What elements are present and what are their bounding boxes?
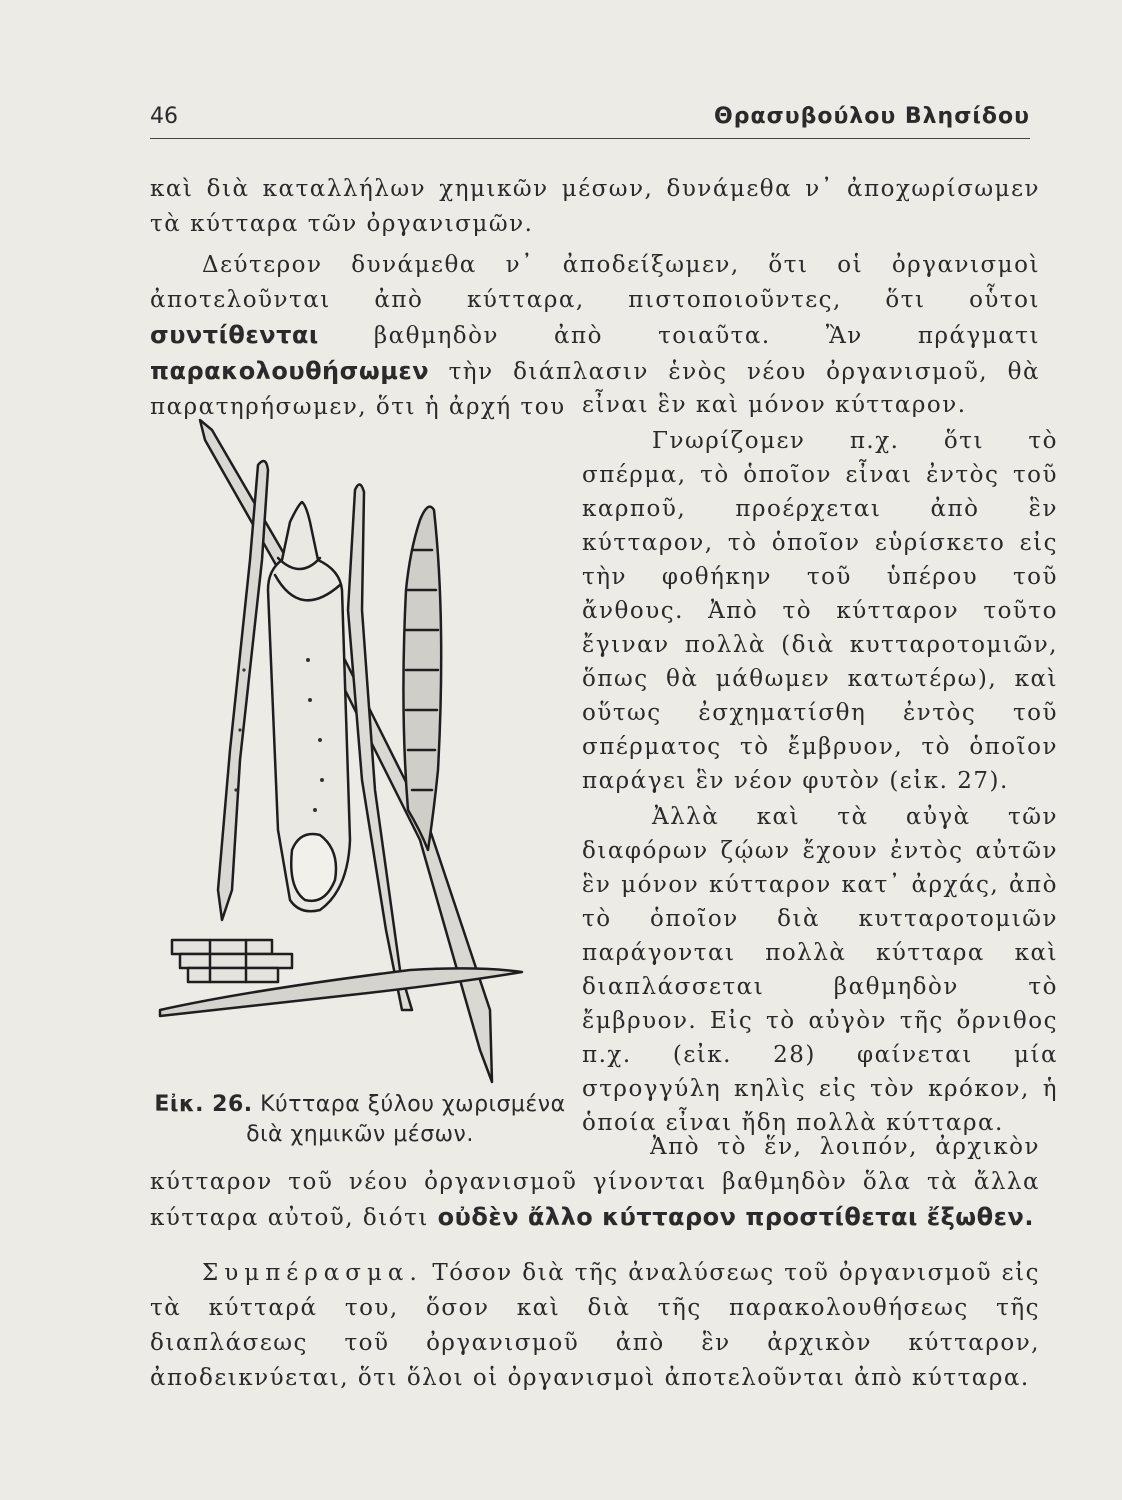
paragraph-second-end (582, 388, 1058, 422)
emphasis-no-other-cell: οὐδὲν ἄλλο κύτταρον προστίθεται ἔξωθεν. (437, 1203, 1034, 1231)
paragraph-intro-text: καὶ διὰ καταλλήλων χημικῶν μέσων, δυνάμεθα ν᾿ ἀποχωρίσωμεν τὰ κύτταρα τῶν ὀργανισμῶν. (150, 176, 1040, 237)
paragraph-second-text-d: εἶναι ἓν καὶ μόνον κύτταρον. (582, 392, 967, 418)
paragraph-second-text-c: τὴν διάπλασιν ἑνὸς νέου ὀργανισμοῦ, θὰ παρατηρήσωμεν, ὅτι ἡ ἀρχή του (150, 359, 1040, 420)
column-paragraph-seed (582, 424, 1058, 798)
running-head-author: Θρασυβούλου Βλησίδου (714, 104, 1030, 129)
figure-label: Εἰκ. 26. (154, 1092, 253, 1117)
column-paragraph-eggs-text: Ἀλλὰ καὶ τὰ αὐγὰ τῶν διαφόρων ζῴων ἔχουν ἐντὸς αὐτῶν ἓν μόνον κύτταρον κατ᾿ ἀρχάς, ἀπὸ τὸ ὁποῖον διὰ κυτταροτομιῶν παράγονται πολλὰ κύτταρα καὶ διαπλάσσεται βαθμηδὸν τὸ ἔμβρυον. Εἰς τὸ αὐγὸν τῆς ὄρνιθος π.χ. (εἰκ. 28) φαίνεται μία στρογγύλη κηλὶς εἰς τὸν κρόκον, ἡ ὁποία εἶναι ἤδη πολλὰ κύτταρα. (582, 804, 1058, 1136)
paragraph-conclusion (150, 1256, 1040, 1396)
conclusion-label: Συμπέρασμα. (202, 1260, 423, 1286)
emphasis-follow: παρακολουθήσωμεν (150, 357, 430, 385)
wood-cells-illustration (150, 410, 570, 1090)
ray-cell-1 (172, 940, 272, 954)
left-fiber (218, 461, 268, 920)
running-head (150, 104, 1030, 139)
conclusion-text: Τόσον διὰ τῆς ἀναλύσεως τοῦ ὀργανισμοῦ εἰς τὰ κύτταρά του, ὅσον καὶ διὰ τῆς παρακολουθήσεως τῆς διαπλάσεως τοῦ ὀργανισμοῦ ἀπὸ ἓν ἀρχικὸν κύτταρον, ἀποδεικνύεται, ὅτι ὅλοι οἱ ὀργανισμοὶ ἀποτελοῦνται ἀπὸ κύτταρα. (150, 1260, 1040, 1391)
paragraph-origin-text: Ἀπὸ τὸ ἕν, λοιπόν, ἀρχικὸν κύτταρον τοῦ νέου ὀργανισμοῦ γίνονται βαθμηδὸν ὅλα τὰ ἄλλα κύτταρα αὐτοῦ, διότι (150, 1134, 1040, 1231)
ray-cell-3 (188, 968, 278, 982)
column-paragraph-seed-text: Γνωρίζομεν π.χ. ὅτι τὸ σπέρμα, τὸ ὁποῖον εἶναι ἐντὸς τοῦ καρποῦ, προέρχεται ἀπὸ ἓν κύτταρον, τὸ ὁποῖον εὑρίσκετο εἰς τὴν φοθήκην τοῦ ὑπέρου τοῦ ἄνθους. Ἀπὸ τὸ κύτταρον τοῦτο ἔγιναν πολλὰ (διὰ κυτταροτομιῶν, ὅπως θὰ μάθωμεν κατωτέρω), καὶ οὕτως ἐσχηματίσθη ἐντὸς τοῦ σπέρματος τὸ ἔμβρυον, τὸ ὁποῖον παράγει ἓν νέον φυτὸν (εἰκ. 27). (582, 428, 1058, 794)
ray-cell-2 (180, 954, 292, 968)
page-number: 46 (150, 104, 178, 129)
vessel-nucleus (291, 834, 336, 901)
figure-wood-cells (150, 410, 570, 1090)
striated-tracheid (403, 507, 441, 850)
paragraph-second-text-b: βαθμηδὸν ἀπὸ τοιαῦτα. Ἂν πράγματι (373, 323, 1040, 349)
emphasis-synthesis: συντίθενται (150, 321, 319, 349)
column-paragraph-eggs (582, 800, 1058, 1140)
paragraph-origin (150, 1130, 1040, 1236)
paragraph-intro (150, 172, 1040, 242)
paragraph-second-text-a: Δεύτερον δυνάμεθα ν᾿ ἀποδείξωμεν, ὅτι οἱ ὀργανισμοὶ ἀποτελοῦνται ἀπὸ κύτταρα, πιστοποιοῦντες, ὅτι οὗτοι (150, 252, 1040, 313)
figure-caption-text: Κύτταρα ξύλου χωρισμένα διὰ χημικῶν μέσων. (246, 1092, 566, 1147)
